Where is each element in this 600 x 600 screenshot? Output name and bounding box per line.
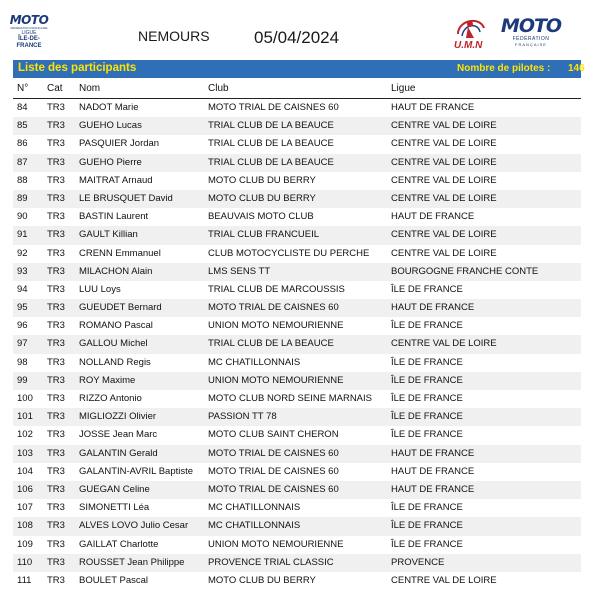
cell-club: TRIAL CLUB DE LA BEAUCE — [208, 138, 334, 150]
cell-no: 102 — [17, 429, 33, 441]
cell-ligue: HAUT DE FRANCE — [391, 465, 475, 477]
cell-cat: TR3 — [47, 429, 65, 441]
cell-no: 93 — [17, 265, 28, 277]
table-row — [13, 335, 581, 353]
cell-no: 84 — [17, 102, 28, 113]
col-header-ligue: Ligue — [391, 83, 416, 94]
cell-nom: GUEUDET Bernard — [79, 302, 162, 314]
table-row — [13, 117, 581, 135]
cell-nom: BASTIN Laurent — [79, 211, 149, 223]
cell-club: MOTO CLUB DU BERRY — [208, 174, 316, 186]
umn-club-logo — [450, 14, 492, 56]
table-row — [13, 408, 581, 426]
ffm-logo-fr: FRANÇAISE — [515, 42, 547, 47]
table-row — [13, 572, 581, 590]
pilot-count: 146 — [568, 63, 585, 74]
cell-cat: TR3 — [47, 174, 65, 186]
cell-no: 95 — [17, 302, 28, 314]
cell-ligue: CENTRE VAL DE LOIRE — [391, 229, 497, 241]
cell-no: 98 — [17, 356, 28, 368]
cell-nom: NADOT Marie — [79, 102, 139, 113]
table-row — [13, 263, 581, 281]
cell-nom: GUEHO Lucas — [79, 120, 142, 132]
cell-nom: LUU Loys — [79, 283, 121, 295]
cell-cat: TR3 — [47, 229, 65, 241]
table-row — [13, 390, 581, 408]
cell-ligue: HAUT DE FRANCE — [391, 211, 475, 223]
cell-ligue: CENTRE VAL DE LOIRE — [391, 156, 497, 168]
cell-ligue: CENTRE VAL DE LOIRE — [391, 192, 497, 204]
cell-ligue: HAUT DE FRANCE — [391, 483, 475, 495]
cell-nom: GUEHO Pierre — [79, 156, 142, 168]
cell-nom: GALANTIN Gerald — [79, 447, 158, 459]
cell-club: PROVENCE TRIAL CLASSIC — [208, 556, 334, 568]
cell-ligue: ÎLE DE FRANCE — [391, 429, 463, 441]
cell-nom: SIMONETTI Léa — [79, 502, 150, 514]
cell-cat: TR3 — [47, 465, 65, 477]
cell-nom: MAITRAT Arnaud — [79, 174, 153, 186]
cell-cat: TR3 — [47, 556, 65, 568]
cell-no: 90 — [17, 211, 28, 223]
cell-no: 107 — [17, 502, 33, 514]
cell-no: 99 — [17, 374, 28, 386]
cell-ligue: ÎLE DE FRANCE — [391, 502, 463, 514]
cell-club: MOTO TRIAL DE CAISNES 60 — [208, 302, 339, 314]
cell-no: 97 — [17, 338, 28, 350]
cell-cat: TR3 — [47, 283, 65, 295]
cell-no: 88 — [17, 174, 28, 186]
cell-nom: LE BRUSQUET David — [79, 192, 173, 204]
cell-cat: TR3 — [47, 574, 65, 586]
table-row — [13, 135, 581, 153]
table-header — [13, 80, 581, 99]
cell-no: 96 — [17, 320, 28, 332]
col-header-club: Club — [208, 83, 229, 94]
cell-no: 85 — [17, 120, 28, 132]
cell-nom: GALLOU Michel — [79, 338, 148, 350]
cell-cat: TR3 — [47, 211, 65, 223]
cell-nom: CRENN Emmanuel — [79, 247, 161, 259]
cell-nom: RIZZO Antonio — [79, 393, 142, 404]
table-row — [13, 481, 581, 499]
cell-club: BEAUVAIS MOTO CLUB — [208, 211, 314, 223]
cell-club: MOTO TRIAL DE CAISNES 60 — [208, 465, 339, 477]
cell-no: 94 — [17, 283, 28, 295]
table-row — [13, 245, 581, 263]
cell-club: MOTO CLUB SAINT CHERON — [208, 429, 339, 441]
cell-nom: GAULT Killian — [79, 229, 138, 241]
col-header-no: N° — [17, 83, 29, 94]
cell-nom: GAILLAT Charlotte — [79, 538, 159, 550]
cell-ligue: ÎLE DE FRANCE — [391, 393, 463, 404]
cell-club: CLUB MOTOCYCLISTE DU PERCHE — [208, 247, 370, 259]
table-row — [13, 317, 581, 335]
table-row — [13, 445, 581, 463]
logo-left-moto: MOTO — [9, 13, 49, 27]
cell-ligue: CENTRE VAL DE LOIRE — [391, 138, 497, 150]
cell-cat: TR3 — [47, 156, 65, 168]
cell-cat: TR3 — [47, 320, 65, 332]
cell-cat: TR3 — [47, 356, 65, 368]
cell-cat: TR3 — [47, 120, 65, 132]
cell-no: 87 — [17, 156, 28, 168]
cell-ligue: BOURGOGNE FRANCHE CONTE — [391, 265, 539, 277]
cell-no: 103 — [17, 447, 33, 459]
table-row — [13, 99, 581, 117]
cell-cat: TR3 — [47, 520, 65, 532]
table-row — [13, 154, 581, 172]
cell-nom: ROY Maxime — [79, 374, 136, 386]
col-header-cat: Cat — [47, 83, 63, 94]
table-row — [13, 372, 581, 390]
cell-nom: GALANTIN-AVRIL Baptiste — [79, 465, 194, 477]
cell-cat: TR3 — [47, 102, 65, 113]
cell-cat: TR3 — [47, 393, 65, 404]
cell-no: 100 — [17, 393, 33, 404]
cell-club: MOTO TRIAL DE CAISNES 60 — [208, 483, 339, 495]
cell-no: 89 — [17, 192, 28, 204]
cell-nom: ALVES LOVO Julio Cesar — [79, 520, 189, 532]
cell-cat: TR3 — [47, 374, 65, 386]
cell-nom: MIGLIOZZI Olivier — [79, 411, 157, 423]
cell-ligue: ÎLE DE FRANCE — [391, 283, 463, 295]
logo-left-region: ÎLE-DE-FRANCE — [16, 36, 42, 49]
cell-nom: MILACHON Alain — [79, 265, 153, 277]
cell-club: MOTO CLUB DU BERRY — [208, 574, 316, 586]
cell-club: UNION MOTO NEMOURIENNE — [208, 538, 344, 550]
cell-nom: ROUSSET Jean Philippe — [79, 556, 185, 568]
cell-nom: ROMANO Pascal — [79, 320, 153, 332]
cell-cat: TR3 — [47, 138, 65, 150]
cell-cat: TR3 — [47, 338, 65, 350]
cell-club: TRIAL CLUB DE LA BEAUCE — [208, 120, 334, 132]
cell-club: MC CHATILLONNAIS — [208, 502, 301, 514]
table-row — [13, 226, 581, 244]
cell-club: TRIAL CLUB DE MARCOUSSIS — [208, 283, 345, 295]
cell-ligue: CENTRE VAL DE LOIRE — [391, 338, 497, 350]
cell-ligue: ÎLE DE FRANCE — [391, 411, 463, 423]
cell-ligue: CENTRE VAL DE LOIRE — [391, 174, 497, 186]
participants-table — [13, 80, 581, 590]
table-row — [13, 426, 581, 444]
table-row — [13, 499, 581, 517]
cell-ligue: ÎLE DE FRANCE — [391, 374, 463, 386]
cell-cat: TR3 — [47, 247, 65, 259]
logo-left-ligue: LIGUE — [21, 30, 37, 36]
table-row — [13, 554, 581, 572]
cell-club: TRIAL CLUB DE LA BEAUCE — [208, 338, 334, 350]
cell-club: MOTO CLUB NORD SEINE MARNAIS — [208, 393, 372, 404]
pilot-count-label: Nombre de pilotes : — [457, 63, 551, 74]
cell-nom: JOSSE Jean Marc — [79, 429, 158, 441]
cell-nom: NOLLAND Regis — [79, 356, 151, 368]
cell-cat: TR3 — [47, 192, 65, 204]
cell-no: 91 — [17, 229, 28, 241]
cell-club: TRIAL CLUB FRANCUEIL — [208, 229, 320, 241]
cell-nom: BOULET Pascal — [79, 574, 148, 586]
cell-ligue: HAUT DE FRANCE — [391, 447, 475, 459]
cell-ligue: ÎLE DE FRANCE — [391, 538, 463, 550]
ffm-logo-moto: MOTO — [500, 15, 562, 37]
participants-banner — [13, 60, 585, 78]
cell-cat: TR3 — [47, 302, 65, 314]
cell-no: 104 — [17, 465, 33, 477]
event-date: 05/04/2024 — [254, 28, 340, 47]
cell-ligue: HAUT DE FRANCE — [391, 102, 475, 113]
table-body — [13, 99, 581, 590]
cell-cat: TR3 — [47, 447, 65, 459]
cell-no: 108 — [17, 520, 33, 532]
cell-club: MOTO TRIAL DE CAISNES 60 — [208, 447, 339, 459]
page-header — [0, 0, 600, 58]
banner-title: Liste des participants — [18, 62, 137, 74]
event-city: NEMOURS — [138, 28, 210, 44]
cell-club: UNION MOTO NEMOURIENNE — [208, 374, 344, 386]
cell-club: TRIAL CLUB DE LA BEAUCE — [208, 156, 334, 168]
cell-ligue: ÎLE DE FRANCE — [391, 320, 463, 332]
cell-club: MC CHATILLONNAIS — [208, 520, 301, 532]
cell-cat: TR3 — [47, 411, 65, 423]
umn-logo-text: U.M.N — [454, 40, 483, 51]
cell-club: MC CHATILLONNAIS — [208, 356, 301, 368]
cell-no: 92 — [17, 247, 28, 259]
cell-ligue: ÎLE DE FRANCE — [391, 356, 463, 368]
table-row — [13, 354, 581, 372]
cell-ligue: CENTRE VAL DE LOIRE — [391, 120, 497, 132]
table-row — [13, 517, 581, 535]
cell-ligue: CENTRE VAL DE LOIRE — [391, 574, 497, 586]
col-header-nom: Nom — [79, 83, 101, 94]
cell-cat: TR3 — [47, 265, 65, 277]
cell-no: 86 — [17, 138, 28, 150]
cell-no: 110 — [17, 556, 33, 568]
cell-club: LMS SENS TT — [208, 265, 271, 277]
cell-no: 101 — [17, 411, 33, 423]
table-row — [13, 190, 581, 208]
table-row — [13, 299, 581, 317]
table-row — [13, 208, 581, 226]
cell-cat: TR3 — [47, 538, 65, 550]
ffm-logo-fed: FÉDÉRATION — [512, 36, 550, 42]
cell-no: 106 — [17, 483, 33, 495]
logo-left-sub: FÉDÉRATION FRANÇAISE — [10, 26, 48, 30]
cell-ligue: ÎLE DE FRANCE — [391, 520, 463, 532]
table-row — [13, 463, 581, 481]
table-row — [13, 172, 581, 190]
cell-club: MOTO TRIAL DE CAISNES 60 — [208, 102, 339, 113]
cell-cat: TR3 — [47, 483, 65, 495]
cell-cat: TR3 — [47, 502, 65, 514]
cell-club: UNION MOTO NEMOURIENNE — [208, 320, 344, 332]
cell-ligue: HAUT DE FRANCE — [391, 302, 475, 314]
ffm-logo — [500, 16, 562, 56]
cell-nom: PASQUIER Jordan — [79, 138, 160, 150]
cell-ligue: CENTRE VAL DE LOIRE — [391, 247, 497, 259]
ligue-idf-logo — [6, 14, 52, 54]
table-row — [13, 281, 581, 299]
cell-nom: GUEGAN Celine — [79, 483, 150, 495]
cell-club: MOTO CLUB DU BERRY — [208, 192, 316, 204]
cell-no: 111 — [17, 574, 32, 586]
table-row — [13, 536, 581, 554]
cell-no: 109 — [17, 538, 33, 550]
cell-ligue: PROVENCE — [391, 556, 445, 568]
cell-club: PASSION TT 78 — [208, 411, 277, 423]
